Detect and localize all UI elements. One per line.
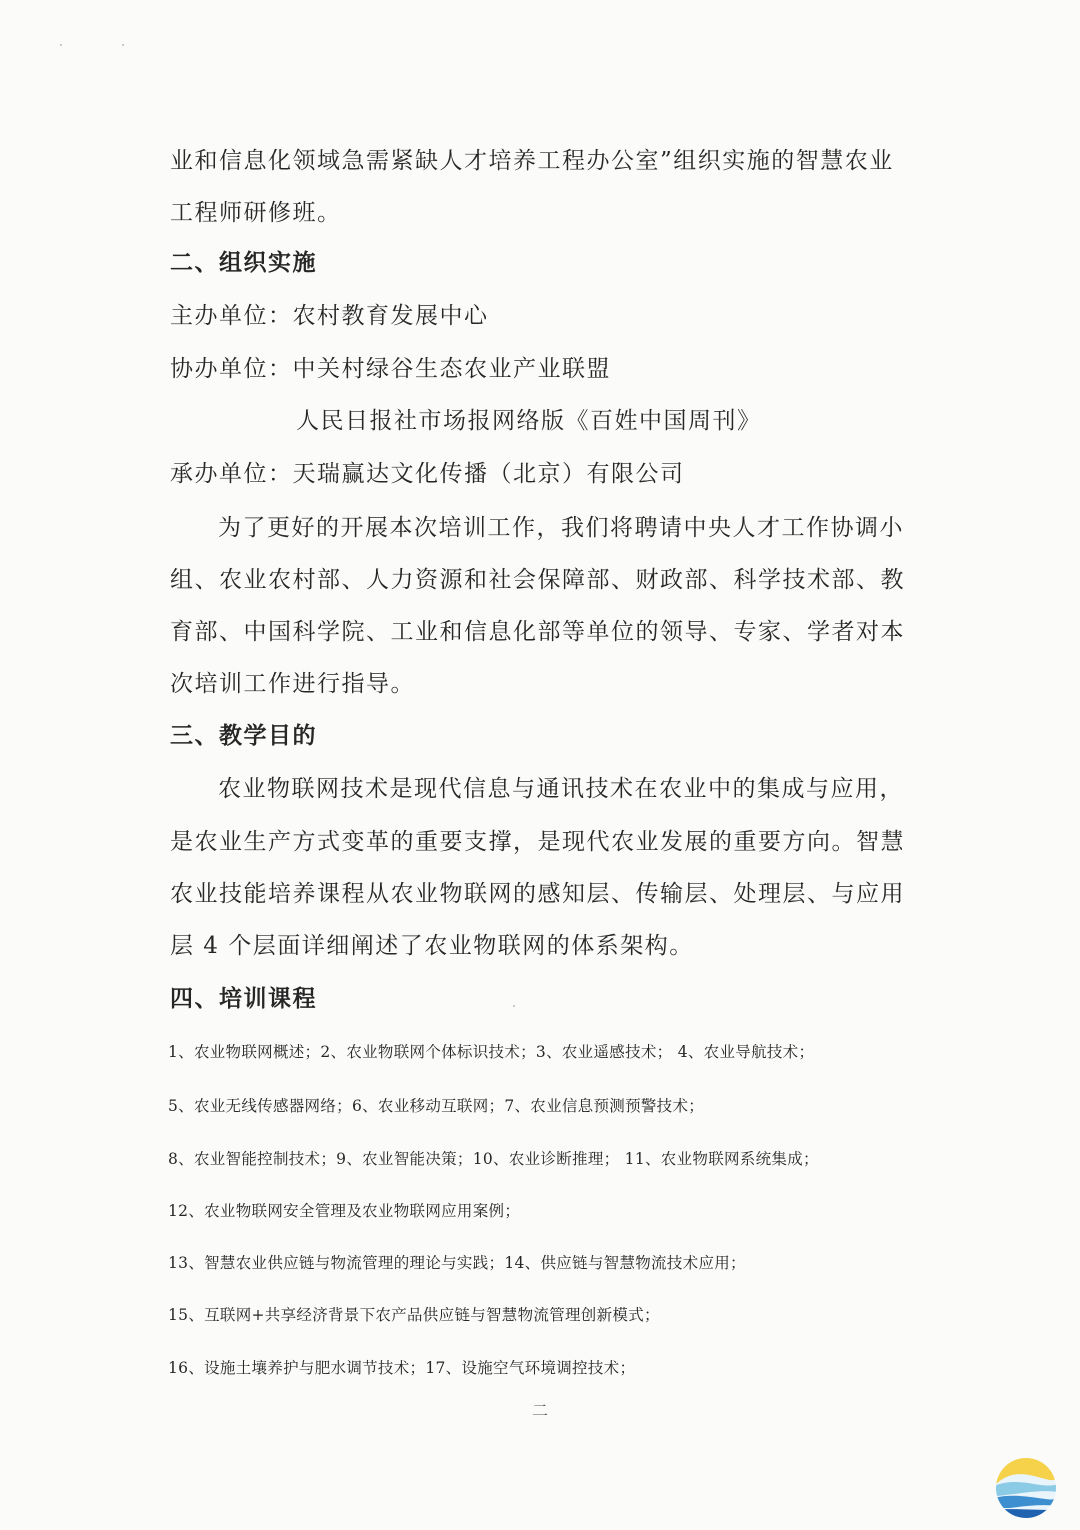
co-host-unit-2: 人民日报社市场报网络版《百姓中国周刊》 [296,408,762,434]
watermark-logo-icon [994,1456,1058,1520]
intro-line-2: 工程师研修班。 [170,200,342,226]
co-host-unit: 协办单位：中关村绿谷生态农业产业联盟 [170,356,611,382]
paragraph-line: 育部、中国科学院、工业和信息化部等单位的领导、专家、学者对本 [170,619,905,645]
paragraph-line: 为了更好的开展本次培训工作，我们将聘请中央人才工作协调小 [218,515,904,541]
course-list-line: 1、农业物联网概述；2、农业物联网个体标识技术；3、农业遥感技术； 4、农业导航技术； [168,1043,815,1061]
host-unit: 主办单位：农村教育发展中心 [170,303,489,329]
paragraph-line: 农业技能培养课程从农业物联网的感知层、传输层、处理层、与应用 [170,881,905,907]
section-heading-courses: 四、培训课程 [170,985,317,1012]
organizer-unit: 承办单位：天瑞赢达文化传播（北京）有限公司 [170,461,685,487]
scan-speck [513,1005,515,1007]
paragraph-line: 层 4 个层面详细阐述了农业物联网的体系架构。 [170,933,694,959]
course-list-line: 16、设施土壤养护与肥水调节技术；17、设施空气环境调控技术； [168,1359,636,1377]
course-list-line: 12、农业物联网安全管理及农业物联网应用案例； [168,1202,521,1220]
paragraph-line: 次培训工作进行指导。 [170,671,415,697]
paragraph-line: 是农业生产方式变革的重要支撑，是现代农业发展的重要方向。智慧 [170,829,905,855]
page-number: 二 [531,1401,548,1420]
course-list-line: 5、农业无线传感器网络；6、农业移动互联网；7、农业信息预测预警技术； [168,1097,705,1115]
course-list-line: 8、农业智能控制技术；9、农业智能决策；10、农业诊断推理； 11、农业物联网系统集成； [168,1150,819,1168]
scan-speck [60,44,62,46]
intro-line-1: 业和信息化领域急需紧缺人才培养工程办公室”组织实施的智慧农业 [170,148,894,174]
section-heading-organization: 二、组织实施 [170,249,317,276]
paragraph-line: 农业物联网技术是现代信息与通讯技术在农业中的集成与应用， [218,776,904,802]
course-list-line: 15、互联网+共享经济背景下农产品供应链与智慧物流管理创新模式； [168,1306,660,1324]
paragraph-line: 组、农业农村部、人力资源和社会保障部、财政部、科学技术部、教 [170,567,905,593]
scan-speck [122,44,124,46]
course-list-line: 13、智慧农业供应链与物流管理的理论与实践；14、供应链与智慧物流技术应用； [168,1254,746,1272]
section-heading-purpose: 三、教学目的 [170,722,317,749]
